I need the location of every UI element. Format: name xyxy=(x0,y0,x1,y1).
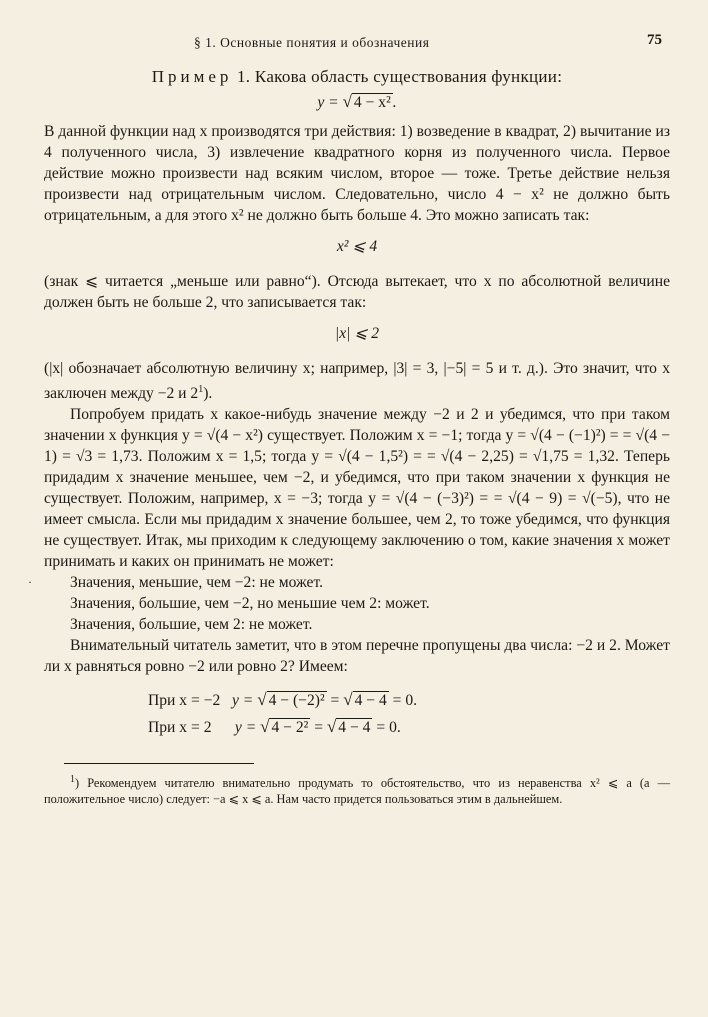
sqrt-icon: √ xyxy=(342,92,352,111)
paragraph-2: (знак ⩽ читается „меньше или равно“). Отсюда вытекает, что x по абсолютной величине должен быть не больше 2, что записывается так: xyxy=(44,273,670,311)
eval-result: = 0. xyxy=(388,692,418,710)
formula-end: . xyxy=(392,94,397,111)
paragraph-4: Попробуем придать x какое-нибудь значение между −2 и 2 и убедимся, что при таком значении x функция y = √(4 − x²) существует. Положим x = −1; тогда y = √(4 − (−1)²) = = √(4 − 1) = √3 = 1,73. Положим x = 1,5; тогда y = √(4 − 1,5²) = = √(4 − 2,25) = √1,75 = 1,32. Теперь придадим x значение меньшее, чем −2, и убедимся, что при таком значении x функция не существует. Положим, например, x = −3; тогда y = √(4 − (−3)²) = = √(4 − 9) = √(−5), что не имеет смысла. Если мы придадим x значение большее, чем 2, то тоже убедимся, что функция не существует. Итак, мы приходим к следующему заключению о том, какие значения x может принимать и каких он принимать не может: xyxy=(44,406,670,571)
sqrt-icon: √ xyxy=(257,690,267,710)
paragraph-3-text: (|x| обозначает абсолютную величину x; например, |3| = 3, |−5| = 5 и т. д.). Это значит, что x заключен между −2 и 2 xyxy=(44,360,670,403)
footnote-text: ) Рекомендуем читателю внимательно продумать то обстоятельство, что из неравенства x² ⩽ a (a — положительное число) следует: −a ⩽ x ⩽ a. Нам часто придется пользоваться этим в дальнейшем. xyxy=(44,776,670,807)
example-title xyxy=(44,66,670,87)
evaluation-block xyxy=(148,687,670,741)
footnote-mark: 1 xyxy=(70,774,75,786)
case-between: Значения, большие, чем −2, но меньшие чем 2: может. xyxy=(70,595,430,613)
formula-radicand: 4 − x² xyxy=(353,94,391,111)
paragraph-5: Внимательный читатель заметит, что в этом перечне пропущены два числа: −2 и 2. Может ли x равняться ровно −2 или ровно 2? Имеем: xyxy=(44,637,670,676)
sqrt-icon: √ xyxy=(326,717,337,737)
example-formula xyxy=(44,91,670,113)
formula-lhs: y = xyxy=(317,94,343,111)
footnote-divider xyxy=(64,763,254,764)
footnote-ref: 1 xyxy=(198,384,204,395)
evaluation-plus-2 xyxy=(148,714,670,741)
eval-prefix: При x = 2 xyxy=(148,719,212,737)
eval-result: = 0. xyxy=(372,719,401,737)
sqrt-icon: √ xyxy=(343,690,353,710)
eval-radicand-2: 4 − 4 xyxy=(338,719,371,737)
eval-y: y = xyxy=(234,719,261,737)
example-title-rest: 1. Какова область существования функции: xyxy=(237,67,563,86)
page xyxy=(44,28,670,807)
eval-eq: = xyxy=(326,692,344,710)
paragraph-3-end: ). xyxy=(203,385,213,403)
sqrt-icon: √ xyxy=(260,717,270,737)
evaluation-minus-2 xyxy=(148,687,670,714)
eval-prefix: При x = −2 xyxy=(148,692,221,710)
paragraph-3 xyxy=(44,358,670,404)
margin-mark: · xyxy=(28,575,32,589)
case-greater: Значения, большие, чем 2: не может. xyxy=(70,616,313,634)
footnote xyxy=(44,772,670,807)
inequality-1: x² ⩽ 4 xyxy=(336,238,378,255)
paragraph-1: В данной функции над x производятся три действия: 1) возведение в квадрат, 2) вычитание из 4 полученного числа, 3) извлечение квадратного корня из полученного числа. Первое действие можно произвести над всяким числом, второе — тоже. Третье действие нельзя произвести над отрицательным числом. Следовательно, число 4 − x² не должно быть отрицательным, а для этого x² не должно быть больше 4. Это можно записать так: xyxy=(44,123,670,224)
inequality-2: |x| ⩽ 2 xyxy=(334,325,380,342)
eval-radicand-1: 4 − 2² xyxy=(271,719,309,737)
running-head: § 1. Основные понятия и обозначения xyxy=(194,35,430,50)
example-title-word: Пример xyxy=(151,67,233,86)
page-number: 75 xyxy=(647,32,662,48)
eval-y: y = xyxy=(231,692,258,710)
eval-radicand-2: 4 − 4 xyxy=(354,692,387,710)
case-less: Значения, меньшие, чем −2: не может. xyxy=(70,574,324,592)
eval-eq: = xyxy=(310,719,327,737)
eval-radicand-1: 4 − (−2)² xyxy=(268,692,325,710)
page-header xyxy=(44,28,670,56)
